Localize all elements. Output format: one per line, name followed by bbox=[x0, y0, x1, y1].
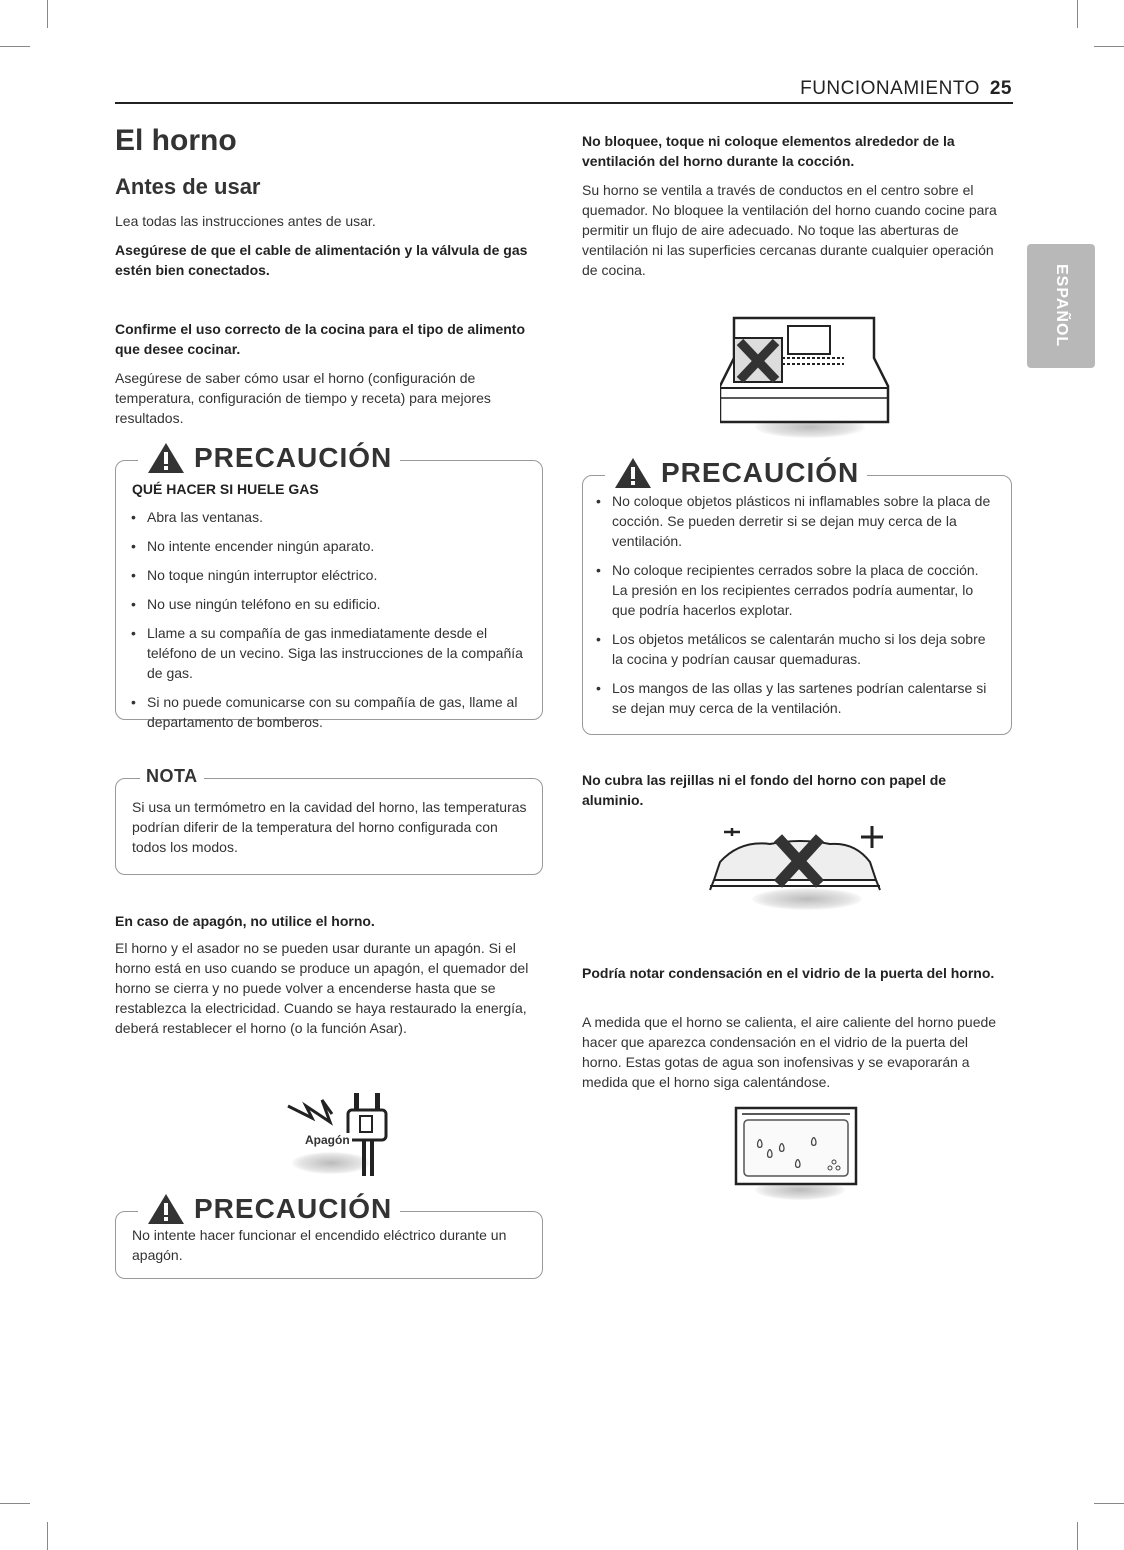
svg-text:٥: ٥ bbox=[766, 1146, 774, 1162]
note-text: Si usa un termómetro en la cavidad del horno, las temperaturas podrían diferir de la temperatura del horno configurada con todos los modos. bbox=[132, 799, 527, 855]
body-paragraph: A medida que el horno se calienta, el aire caliente del horno puede hacer que aparezca condensación en el vidrio de la puerta del horno. Estas gotas de agua son inofensivas y se evaporarán a medida que el horno siga calentándose. bbox=[582, 1014, 997, 1090]
list-item: • No coloque objetos plásticos ni inflamables sobre la placa de cocción. Se pueden derretir si se dejan muy cerca de la ventilación. bbox=[592, 491, 992, 551]
body-paragraph: Asegúrese de saber cómo usar el horno (configuración de temperatura, configuración de tiempo y receta) para mejores resultados. bbox=[115, 370, 491, 426]
bold-instruction: Asegúrese de que el cable de alimentación y la válvula de gas estén bien conectados. bbox=[115, 242, 528, 278]
bold-instruction: En caso de apagón, no utilice el horno. bbox=[115, 913, 375, 929]
list-item: • No intente encender ningún aparato. bbox=[127, 536, 527, 556]
list-item: • No coloque recipientes cerrados sobre la placa de cocción. La presión en los recipientes cerrados podría aumentar, lo que podría hacerlos explotar. bbox=[592, 560, 992, 620]
bold-instruction: Confirme el uso correcto de la cocina para el tipo de alimento que desee cocinar. bbox=[115, 321, 525, 357]
caution-label: PRECAUCIÓN bbox=[194, 442, 393, 473]
list-item: • Los objetos metálicos se calentarán mucho si los deja sobre la cocina y podrían causar quemaduras. bbox=[592, 629, 992, 669]
svg-text:٥: ٥ bbox=[794, 1156, 802, 1172]
caution-heading: QUÉ HACER SI HUELE GAS bbox=[132, 481, 319, 497]
caution-list bbox=[592, 491, 992, 727]
page-number: 25 bbox=[989, 78, 1012, 99]
header-rule bbox=[115, 102, 1013, 104]
foil-rack-illustration bbox=[700, 822, 890, 902]
running-header bbox=[800, 78, 1012, 100]
list-item: • Los mangos de las ollas y las sartenes podrían calentarse si se dejan muy cerca de la ventilación. bbox=[592, 678, 992, 718]
box-rule bbox=[848, 475, 996, 476]
section-name: FUNCIONAMIENTO bbox=[800, 78, 980, 99]
section-subtitle: Antes de usar bbox=[115, 174, 261, 199]
range-vent-illustration bbox=[720, 312, 900, 424]
crop-mark bbox=[0, 46, 30, 47]
bold-instruction: No cubra las rejillas ni el fondo del horno con papel de aluminio. bbox=[582, 772, 947, 808]
intro-text: Lea todas las instrucciones antes de usar. bbox=[115, 213, 376, 229]
oven-door-condensation-illustration bbox=[734, 1106, 860, 1188]
crop-mark bbox=[1077, 0, 1078, 28]
svg-text:٥: ٥ bbox=[810, 1134, 818, 1150]
bold-instruction: Podría notar condensación en el vidrio de la puerta del horno. bbox=[582, 965, 995, 981]
list-item: • Llame a su compañía de gas inmediatamente desde el teléfono de un vecino. Siga las instrucciones de la compañía de gas. bbox=[127, 623, 527, 683]
crop-mark bbox=[1077, 1522, 1078, 1550]
list-item: • No toque ningún interruptor eléctrico. bbox=[127, 565, 527, 585]
crop-mark bbox=[0, 1503, 30, 1504]
bold-instruction: No bloquee, toque ni coloque elementos alrededor de la ventilación del horno durante la cocción. bbox=[582, 133, 955, 169]
crop-mark bbox=[1094, 1503, 1124, 1504]
svg-text:٥: ٥ bbox=[778, 1140, 786, 1156]
box-rule bbox=[210, 778, 526, 779]
caution-label: PRECAUCIÓN bbox=[194, 1193, 393, 1224]
crop-mark bbox=[1094, 46, 1124, 47]
language-tab-label: ESPAÑOL bbox=[1053, 264, 1070, 348]
illustration-caption: Apagón bbox=[305, 1133, 350, 1147]
list-item: • Si no puede comunicarse con su compañía de gas, llame al departamento de bomberos. bbox=[127, 692, 527, 732]
language-tab bbox=[1027, 244, 1095, 368]
svg-text:٥: ٥ bbox=[756, 1136, 764, 1152]
body-paragraph: El horno y el asador no se pueden usar durante un apagón. Si el horno está en uso cuando se produce un apagón, el quemador del horno se cierra y no puede volver a encenderse hasta que se restablezca la electricidad. Cuando se haya restaurado la energía, deberá restablecer el horno (o la función Asar). bbox=[115, 940, 529, 1036]
caution-label: PRECAUCIÓN bbox=[661, 457, 860, 488]
page-title: El horno bbox=[115, 124, 237, 157]
crop-mark bbox=[47, 0, 48, 28]
list-item: • Abra las ventanas. bbox=[127, 507, 527, 527]
caution-text: No intente hacer funcionar el encendido eléctrico durante un apagón. bbox=[132, 1227, 507, 1263]
caution-header bbox=[138, 1192, 400, 1226]
list-item: • No use ningún teléfono en su edificio. bbox=[127, 594, 527, 614]
warning-icon bbox=[146, 1192, 186, 1226]
caution-header bbox=[138, 441, 400, 475]
note-header bbox=[140, 766, 204, 787]
note-label: NOTA bbox=[146, 766, 198, 786]
caution-list bbox=[127, 507, 527, 741]
body-paragraph: Su horno se ventila a través de conductos en el centro sobre el quemador. No bloquee la ventilación del horno cuando cocine para permitir un flujo de aire adecuado. No toque las aberturas de ventilación ni las superficies cercanas durante cualquier operación de cocina. bbox=[582, 182, 997, 278]
warning-icon bbox=[613, 456, 653, 490]
caution-header bbox=[605, 456, 867, 490]
warning-icon bbox=[146, 441, 186, 475]
crop-mark bbox=[47, 1522, 48, 1550]
